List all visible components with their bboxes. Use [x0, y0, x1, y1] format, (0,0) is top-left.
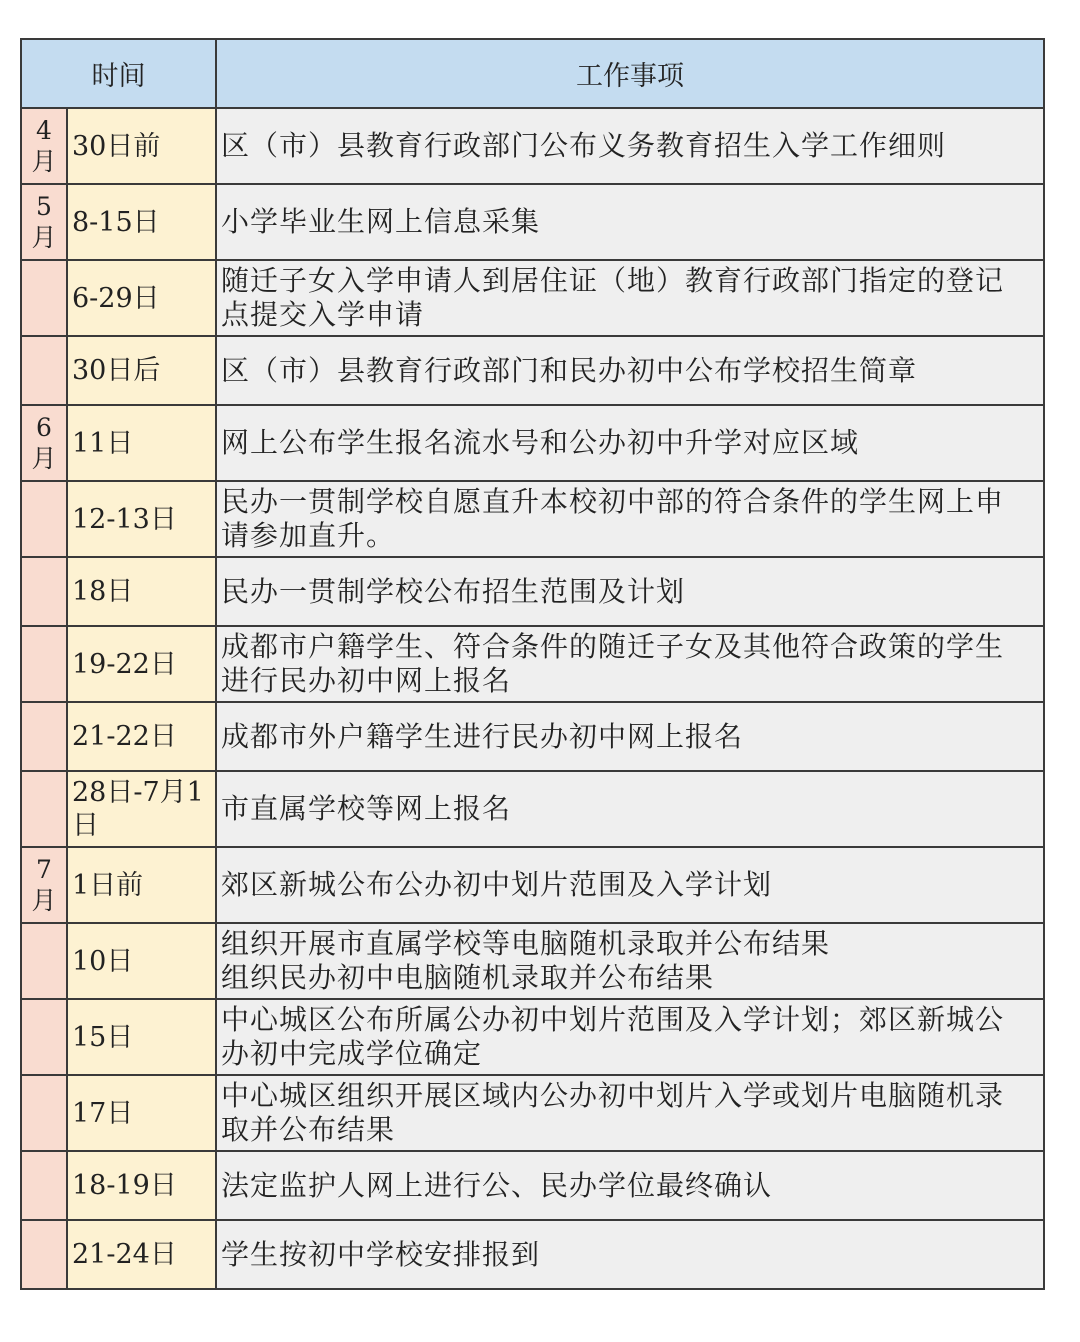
day-cell: 15日: [67, 999, 216, 1075]
event-cell: [216, 108, 1044, 184]
event-text: 办初中完成学位确定: [221, 1037, 483, 1070]
month-cell: [21, 999, 67, 1075]
event-text: 民办一贯制学校自愿直升本校初中部的符合条件的学生网上申: [221, 485, 1005, 518]
month-label: 月: [31, 223, 57, 252]
event-cell: [216, 626, 1044, 702]
event-text: 郊区新城公布公办初中划片范围及入学计划: [221, 868, 773, 901]
day-cell: 8-15日: [67, 184, 216, 260]
table-row: [21, 336, 1044, 405]
event-cell: [216, 184, 1044, 260]
month-cell: [21, 923, 67, 999]
table-row: [21, 260, 1044, 336]
day-cell: 18-19日: [67, 1151, 216, 1220]
table-row: [21, 481, 1044, 557]
month-cell: [21, 405, 67, 481]
event-cell: [216, 1151, 1044, 1220]
event-text: 中心城区公布所属公办初中划片范围及入学计划；郊区新城公: [221, 1003, 1005, 1036]
day-cell: 11日: [67, 405, 216, 481]
month-cell: [21, 1220, 67, 1289]
month-cell: [21, 108, 67, 184]
day-cell: 21-22日: [67, 702, 216, 771]
event-text: 市直属学校等网上报名: [221, 792, 512, 825]
event-text: 区（市）县教育行政部门公布义务教育招生入学工作细则: [221, 129, 947, 162]
table-row: [21, 1151, 1044, 1220]
event-text: 网上公布学生报名流水号和公办初中升学对应区域: [221, 426, 860, 459]
event-cell: [216, 999, 1044, 1075]
event-cell: [216, 336, 1044, 405]
month-cell: [21, 260, 67, 336]
day-cell: 30日后: [67, 336, 216, 405]
event-text: 进行民办初中网上报名: [221, 664, 512, 697]
month-cell: [21, 771, 67, 847]
month-cell: [21, 847, 67, 923]
table-row: [21, 184, 1044, 260]
event-text: 取并公布结果: [221, 1113, 396, 1146]
month-cell: [21, 702, 67, 771]
event-cell: [216, 260, 1044, 336]
event-text: 民办一贯制学校公布招生范围及计划: [221, 574, 686, 608]
event-text: 中心城区组织开展区域内公办初中划片入学或划片电脑随机录: [221, 1079, 1005, 1112]
event-text: 法定监护人网上进行公、民办学位最终确认: [221, 1168, 773, 1202]
header-time: 时间: [21, 39, 216, 108]
event-cell: [216, 557, 1044, 626]
event-cell: [216, 1220, 1044, 1289]
event-cell: [216, 481, 1044, 557]
month-cell: [21, 1151, 67, 1220]
event-cell: [216, 405, 1044, 481]
event-text: 成都市外户籍学生进行民办初中网上报名: [221, 719, 744, 753]
event-text: 组织民办初中电脑随机录取并公布结果: [221, 961, 715, 994]
month-label: 月: [31, 147, 57, 176]
month-label: 月: [31, 444, 57, 473]
day-cell: 10日: [67, 923, 216, 999]
month-label: 7: [36, 855, 52, 884]
table-row: [21, 847, 1044, 923]
event-text: 成都市户籍学生、符合条件的随迁子女及其他符合政策的学生: [221, 630, 1005, 663]
month-cell: [21, 1075, 67, 1151]
schedule-body: [21, 108, 1044, 1289]
event-cell: [216, 771, 1044, 847]
day-cell: 30日前: [67, 108, 216, 184]
event-cell: [216, 847, 1044, 923]
day-cell: 1日前: [67, 847, 216, 923]
month-cell: [21, 184, 67, 260]
event-text: 区（市）县教育行政部门和民办初中公布学校招生简章: [221, 353, 918, 387]
day-cell: 6-29日: [67, 260, 216, 336]
day-cell: 12-13日: [67, 481, 216, 557]
table-row: [21, 923, 1044, 999]
month-label: 4: [36, 116, 52, 145]
event-text: 点提交入学申请: [221, 298, 425, 331]
event-cell: [216, 1075, 1044, 1151]
day-cell: 17日: [67, 1075, 216, 1151]
table-row: [21, 557, 1044, 626]
header-task: 工作事项: [216, 39, 1044, 108]
table-row: [21, 771, 1044, 847]
day-cell: 21-24日: [67, 1220, 216, 1289]
table-row: [21, 405, 1044, 481]
event-cell: [216, 923, 1044, 999]
month-label: 月: [31, 886, 57, 915]
event-text: 小学毕业生网上信息采集: [221, 205, 541, 238]
table-row: [21, 626, 1044, 702]
month-cell: [21, 557, 67, 626]
table-row: [21, 108, 1044, 184]
day-cell: 18日: [67, 557, 216, 626]
header-row: [21, 39, 1044, 108]
month-label: 6: [36, 413, 52, 442]
month-cell: [21, 481, 67, 557]
table-row: [21, 702, 1044, 771]
table-row: [21, 1220, 1044, 1289]
event-text: 组织开展市直属学校等电脑随机录取并公布结果: [221, 927, 831, 960]
month-label: 5: [36, 192, 52, 221]
table-row: [21, 1075, 1044, 1151]
event-text: 随迁子女入学申请人到居住证（地）教育行政部门指定的登记: [221, 264, 1005, 297]
day-cell: 28日-7月1日: [67, 771, 216, 847]
event-text: 请参加直升。: [221, 519, 396, 552]
event-cell: [216, 702, 1044, 771]
day-cell: 19-22日: [67, 626, 216, 702]
month-cell: [21, 626, 67, 702]
schedule-table: [20, 38, 1045, 1290]
table-row: [21, 999, 1044, 1075]
month-cell: [21, 336, 67, 405]
event-text: 学生按初中学校安排报到: [221, 1237, 541, 1271]
